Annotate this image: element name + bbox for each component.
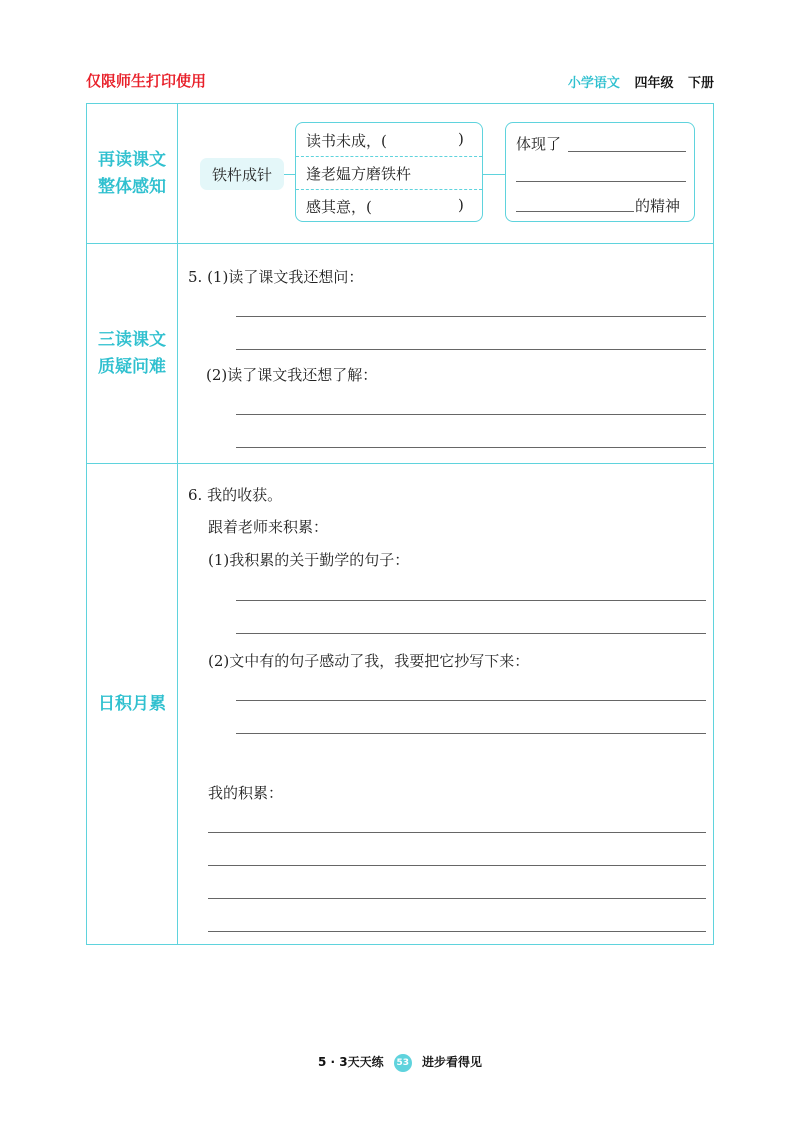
answer-line[interactable] [236, 316, 706, 317]
mind-map-events [295, 122, 483, 222]
section-accumulate [87, 463, 713, 945]
section-label-line: 质疑问难 [98, 356, 166, 377]
questions-content [178, 244, 713, 463]
series-name: 5 · 3天天练 [317, 1055, 384, 1069]
accumulate-content [178, 464, 713, 945]
answer-line[interactable] [236, 633, 706, 634]
event-1-close: ) [458, 130, 464, 148]
accumulate-intro: 跟着老师来积累： [208, 518, 329, 536]
event-2-text: 逢老媪方磨铁杵 [306, 165, 412, 183]
my-accumulation-label: 我的积累： [208, 784, 284, 802]
answer-line[interactable] [208, 931, 706, 932]
section-label-line: 再读课文 [98, 149, 166, 170]
page-number: 53 [394, 1054, 412, 1072]
series-slogan: 进步看得见 [421, 1055, 482, 1069]
mind-map [178, 104, 713, 243]
section-label-line: 整体感知 [98, 176, 166, 197]
answer-line[interactable] [236, 733, 706, 734]
section-questions [87, 243, 713, 463]
page-footer [0, 1053, 800, 1072]
mind-map-spirit [505, 122, 695, 222]
answer-line[interactable] [516, 181, 686, 182]
answer-line[interactable] [208, 865, 706, 866]
question-5-1: 5. (1)读了课文我还想问： [188, 268, 364, 286]
question-5-2: (2)读了课文我还想了解： [206, 366, 378, 384]
spirit-suffix: 的精神 [635, 197, 681, 215]
answer-line[interactable] [568, 151, 686, 152]
subject-label: 小学语文 [567, 76, 620, 91]
question-6: 6. 我的收获。 [188, 486, 283, 504]
answer-line[interactable] [208, 898, 706, 899]
connector-line [483, 174, 505, 175]
question-6-2: (2)文中有的句子感动了我，我要把它抄写下来： [208, 652, 530, 670]
section-label-line: 三读课文 [98, 329, 166, 350]
worksheet-table [86, 103, 714, 945]
answer-line[interactable] [236, 349, 706, 350]
section-overview [87, 104, 713, 243]
mind-map-center: 铁杵成针 [200, 158, 284, 190]
answer-line[interactable] [236, 447, 706, 448]
grade-label: 四年级 [634, 76, 674, 91]
section-label-line: 日积月累 [98, 694, 166, 714]
connector-line [284, 174, 295, 175]
print-notice: 仅限师生打印使用 [86, 72, 207, 90]
event-1-text: 读书未成，( [306, 132, 387, 150]
book-info [568, 72, 714, 91]
section-label-questions [87, 244, 178, 463]
answer-line[interactable] [208, 832, 706, 833]
event-3-text: 感其意，( [306, 198, 372, 216]
answer-line[interactable] [516, 211, 634, 212]
volume-label: 下册 [687, 76, 714, 91]
spirit-prefix: 体现了 [516, 135, 562, 153]
answer-line[interactable] [236, 600, 706, 601]
event-3-close: ) [458, 196, 464, 214]
answer-line[interactable] [236, 700, 706, 701]
section-label-accumulate [87, 464, 178, 945]
answer-line[interactable] [236, 414, 706, 415]
question-6-1: (1)我积累的关于勤学的句子： [208, 551, 410, 569]
section-label-overview [87, 104, 178, 243]
